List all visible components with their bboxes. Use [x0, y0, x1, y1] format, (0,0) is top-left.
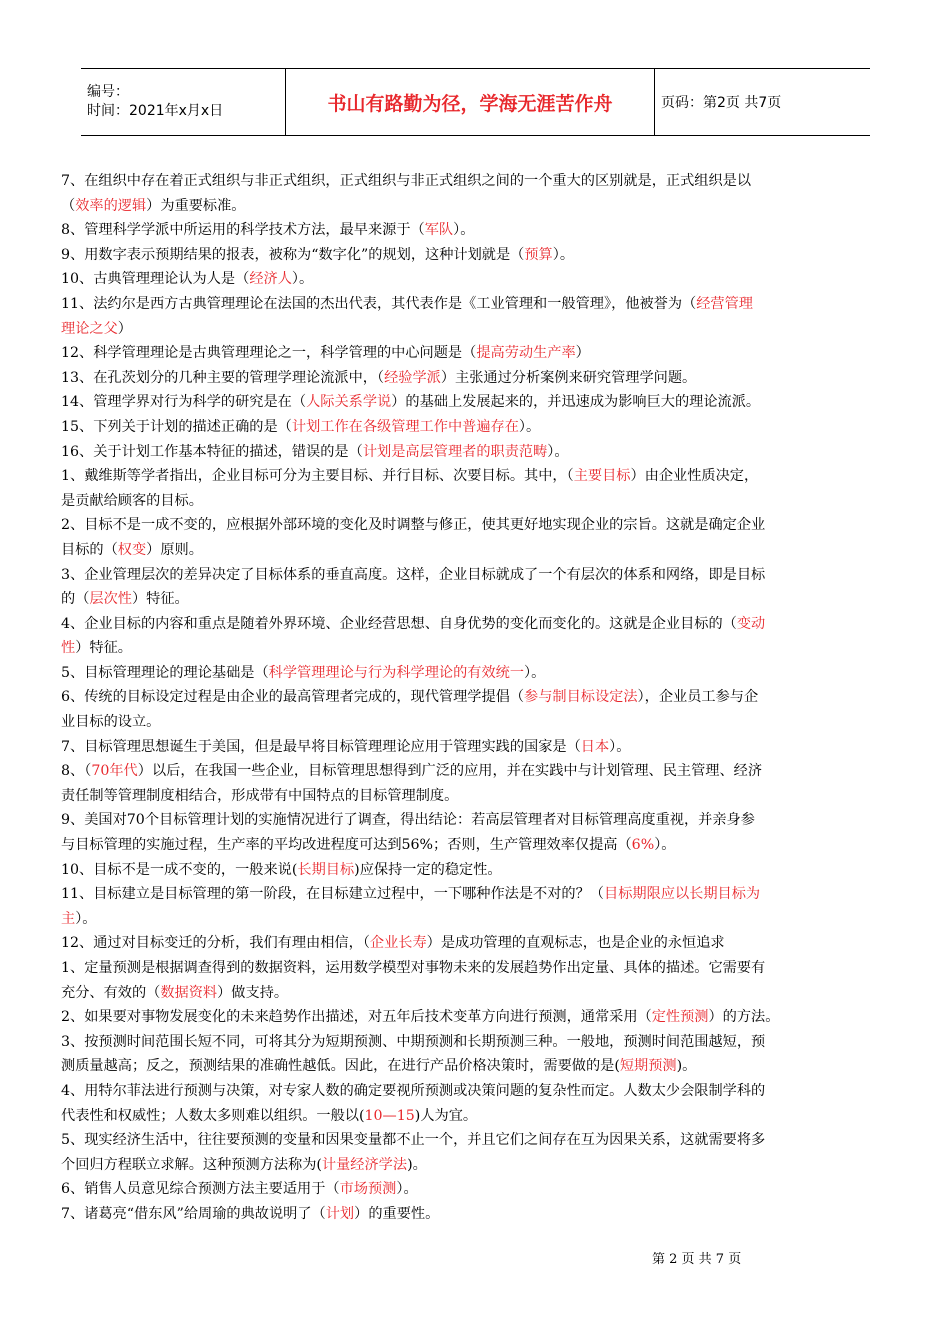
question-text: ）。 — [547, 443, 569, 460]
text-line — [61, 1054, 893, 1079]
text-line — [61, 685, 893, 710]
text-line — [61, 759, 893, 784]
text-line — [61, 489, 893, 514]
question-text: ）。 — [291, 271, 314, 288]
answer-text: 数据资料 — [160, 984, 218, 1001]
answer-text: 变动 — [736, 615, 766, 632]
answer-text: 短期预测 — [619, 1058, 677, 1075]
text-line — [61, 1128, 893, 1153]
question-text: 16、关于计划工作基本特征的描述，错误的是（ — [61, 443, 363, 460]
answer-text: 性 — [61, 640, 76, 657]
answer-text: 层次性 — [89, 591, 132, 608]
text-line — [61, 292, 893, 317]
question-text: 4、用特尔菲法进行预测与决策，对专家人数的确定要视所预测或决策问题的复杂性而定。人数太少会限制学科的 — [61, 1082, 766, 1099]
answer-text: 理论之父 — [61, 320, 118, 337]
question-text: 测质量越高；反之，预测结果的准确性越低。因此，在进行产品价格决策时，需要做的是( — [61, 1058, 620, 1075]
question-text: 10、目标不是一成不变的，一般来说( — [61, 861, 298, 878]
question-text: 责任制等管理制度相结合，形成带有中国特点的目标管理制度。 — [61, 787, 459, 804]
text-line — [61, 538, 893, 563]
question-text: 目标的（ — [61, 541, 118, 558]
question-text: ） — [117, 320, 132, 337]
text-line — [61, 415, 893, 440]
text-line — [61, 464, 893, 489]
question-text: )。 — [676, 1058, 697, 1075]
text-line — [61, 267, 893, 292]
question-text: 4、企业目标的内容和重点是随着外界环境、企业经营思想、自身优势的变化而变化的。这就是企业目标的（ — [61, 615, 737, 632]
header-meta-cell — [81, 69, 285, 135]
text-line — [61, 218, 893, 243]
answer-text: 企业长寿 — [369, 935, 427, 952]
question-text: 7、在组织中存在着正式组织与非正式组织，正式组织与非正式组织之间的一个重大的区别就是，正式组织是以 — [61, 173, 752, 189]
text-line — [61, 1177, 893, 1202]
question-text: 代表性和权威性；人数太多则难以组织。一般以( — [61, 1107, 365, 1124]
question-text: ）。 — [396, 1181, 418, 1198]
document-body — [61, 169, 893, 1227]
question-text: ）。 — [518, 418, 541, 435]
question-text: 1、定量预测是根据调查得到的数据资料，运用数学模型对事物未来的发展趋势作出定量、具体的描述。它需要有 — [61, 960, 766, 976]
answer-text: 70年代 — [91, 763, 138, 780]
text-line — [61, 907, 893, 932]
header-page-info: 页码：第2页 共7页 — [661, 95, 782, 111]
question-text: ）原则。 — [146, 541, 203, 558]
answer-text: 计划是高层管理者的职责范畴 — [362, 443, 548, 460]
question-text: 9、美国对70个目标管理计划的实施情况进行了调查，得出结论：若高层管理者对目标管理高度重视，并亲身参 — [61, 812, 755, 829]
question-text: ）。 — [453, 222, 475, 239]
answer-text: 经营管理 — [696, 295, 753, 312]
question-text: 与目标管理的实施过程，生产率的平均改进程度可达到56%；否则，生产管理效率仅提高（ — [61, 837, 632, 854]
text-line — [61, 636, 893, 661]
question-text: ）。 — [524, 664, 546, 681]
answer-text: 计划工作在各级管理工作中普遍存在 — [291, 418, 519, 435]
question-text: ）。 — [552, 246, 575, 263]
answer-text: 提高劳动生产率 — [476, 345, 576, 362]
question-text: 7、诸葛亮“借东风”给周瑜的典故说明了（ — [61, 1205, 326, 1222]
text-line — [61, 1153, 893, 1178]
text-line — [61, 784, 893, 809]
answer-text: 科学管理理论与行为科学理论的有效统一 — [268, 664, 525, 681]
question-text: 是贡献给顾客的目标。 — [61, 492, 203, 509]
question-text: 6、销售人员意见综合预测方法主要适用于（ — [61, 1181, 340, 1198]
answer-text: 10—15 — [364, 1107, 415, 1124]
question-text: )人为宜。 — [414, 1107, 478, 1124]
answer-text: 市场预测 — [339, 1181, 397, 1198]
answer-text: 长期目标 — [297, 861, 355, 878]
page-footer: 第 2 页 共 7 页 — [652, 1252, 742, 1267]
text-line — [61, 956, 893, 981]
answer-text: 日本 — [580, 738, 610, 755]
question-text: 7、目标管理思想诞生于美国，但是最早将目标管理理论应用于管理实践的国家是（ — [61, 738, 581, 755]
question-text: 15、下列关于计划的描述正确的是（ — [61, 418, 292, 435]
question-text: ）为重要标准。 — [146, 197, 246, 214]
text-line — [61, 587, 893, 612]
answer-text: 军队 — [424, 222, 454, 239]
question-text: 2、如果要对事物发展变化的未来趋势作出描述，对五年后技术变革方向进行预测，通常采用（ — [61, 1009, 652, 1026]
answer-text: 定性预测 — [651, 1009, 709, 1026]
text-line — [61, 1030, 893, 1055]
question-text: ）特征。 — [75, 640, 132, 657]
question-text: 5、现实经济生活中，往往要预测的变量和因果变量都不止一个，并且它们之间存在互为因果关系，这就需要将多 — [61, 1132, 766, 1149]
question-text: ）的基础上发展起来的，并迅速成为影响巨大的理论流派。 — [391, 394, 761, 411]
text-line — [61, 366, 893, 391]
question-text: ）是成功管理的直观标志，也是企业的永恒追求 — [426, 935, 725, 952]
answer-text: 6% — [631, 837, 655, 854]
answer-text: 经济人 — [249, 271, 292, 288]
header-motto-cell — [285, 69, 654, 135]
text-line — [61, 710, 893, 735]
question-text: 13、在孔茨划分的几种主要的管理学理论流派中，（ — [61, 369, 385, 386]
question-text: 12、通过对目标变迁的分析，我们有理由相信，（ — [61, 935, 370, 952]
question-text: 11、目标建立是目标管理的第一阶段，在目标建立过程中，一下哪种作法是不对的？（ — [61, 886, 604, 903]
text-line — [61, 390, 893, 415]
question-text: 2、目标不是一成不变的，应根据外部环境的变化及时调整与修正，使其更好地实现企业的宗旨。这就是确定企业 — [61, 517, 766, 534]
answer-text: 计量经济学法 — [321, 1156, 408, 1173]
question-text: 个回归方程联立求解。这种预测方法称为( — [61, 1156, 322, 1173]
answer-text: 经验学派 — [384, 369, 441, 386]
question-text: )。 — [407, 1156, 427, 1173]
text-line — [61, 563, 893, 588]
answer-text: 预算 — [524, 246, 553, 263]
question-text: 的（ — [61, 591, 90, 608]
text-line — [61, 981, 893, 1006]
question-text: ）主张通过分析案例来研究管理学问题。 — [440, 369, 697, 386]
question-text: 业目标的设立。 — [61, 714, 161, 731]
question-text: 14、管理学界对行为科学的研究是在（ — [61, 394, 307, 411]
answer-text: 人际关系学说 — [306, 394, 392, 411]
text-line — [61, 882, 893, 907]
question-text: 8、管理科学学派中所运用的科学技术方法，最早来源于（ — [61, 222, 425, 239]
question-text: 9、用数字表示预期结果的报表，被称为“数字化”的规划，这种计划就是（ — [61, 246, 525, 263]
question-text: ）。 — [75, 910, 97, 927]
answer-text: 权变 — [117, 541, 147, 558]
question-text: ）以后，在我国一些企业，目标管理思想得到广泛的应用，并在实践中与计划管理、民主管理、经济 — [137, 763, 763, 780]
text-line — [61, 1104, 893, 1129]
question-text: 3、企业管理层次的差异决定了目标体系的垂直高度。这样，企业目标就成了一个有层次的体系和网络，即是目标 — [61, 566, 766, 583]
text-line — [61, 833, 893, 858]
question-text: ）。 — [609, 738, 631, 755]
text-line — [61, 1005, 893, 1030]
header-page-cell — [654, 69, 870, 135]
question-text: ） — [575, 345, 590, 362]
text-line — [61, 243, 893, 268]
question-text: ）做支持。 — [217, 984, 289, 1001]
question-text: 10、古典管理理论认为人是（ — [61, 271, 250, 288]
question-text: 11、法约尔是西方古典管理理论在法国的杰出代表，其代表作是《工业管理和一般管理》，他被誉为（ — [61, 295, 697, 312]
text-line — [61, 612, 893, 637]
question-text: ）的重要性。 — [354, 1205, 440, 1222]
answer-text: 目标期限应以长期目标为 — [604, 886, 761, 903]
question-text: )应保持一定的稳定性。 — [354, 861, 502, 878]
document-date-label: 时间：2021年x月x日 — [87, 103, 224, 119]
question-text: 6、传统的目标设定过程是由企业的最高管理者完成的，现代管理学提倡（ — [61, 689, 525, 706]
text-line — [61, 1079, 893, 1104]
text-line — [61, 1202, 893, 1227]
question-text: 1、戴维斯等学者指出，企业目标可分为主要目标、并行目标、次要目标。其中，（ — [61, 468, 574, 485]
answer-text: 效率的逻辑 — [75, 197, 147, 214]
question-text: ）特征。 — [131, 591, 189, 608]
text-line — [61, 194, 893, 219]
text-line — [61, 858, 893, 883]
page-header — [81, 68, 870, 136]
text-line — [61, 317, 893, 342]
text-line — [61, 735, 893, 760]
text-line — [61, 440, 893, 465]
question-text: ）。 — [654, 837, 676, 854]
text-line — [61, 169, 893, 194]
question-text: 5、目标管理理论的理论基础是（ — [61, 664, 269, 681]
answer-text: 参与制目标设定法 — [524, 689, 638, 706]
text-line — [61, 513, 893, 538]
question-text: 充分、有效的（ — [61, 984, 161, 1001]
question-text: （ — [61, 197, 76, 214]
question-text: 8、（ — [61, 763, 92, 780]
text-line — [61, 808, 893, 833]
header-motto: 书山有路勤为径，学海无涯苦作舟 — [327, 92, 613, 115]
question-text: ）由企业性质决定， — [630, 468, 759, 485]
question-text: ），企业员工参与企 — [637, 689, 759, 706]
answer-text: 主 — [61, 910, 76, 927]
question-text: ）的方法。 — [708, 1009, 780, 1026]
question-text: 3、按预测时间范围长短不同，可将其分为短期预测、中期预测和长期预测三种。一般地，预测时间范围越短，预 — [61, 1033, 766, 1050]
text-line — [61, 661, 893, 686]
document-number-label: 编号： — [87, 84, 129, 100]
answer-text: 计划 — [325, 1205, 355, 1222]
answer-text: 主要目标 — [573, 468, 631, 485]
text-line — [61, 341, 893, 366]
text-line — [61, 931, 893, 956]
question-text: 12、科学管理理论是古典管理理论之一，科学管理的中心问题是（ — [61, 345, 477, 362]
